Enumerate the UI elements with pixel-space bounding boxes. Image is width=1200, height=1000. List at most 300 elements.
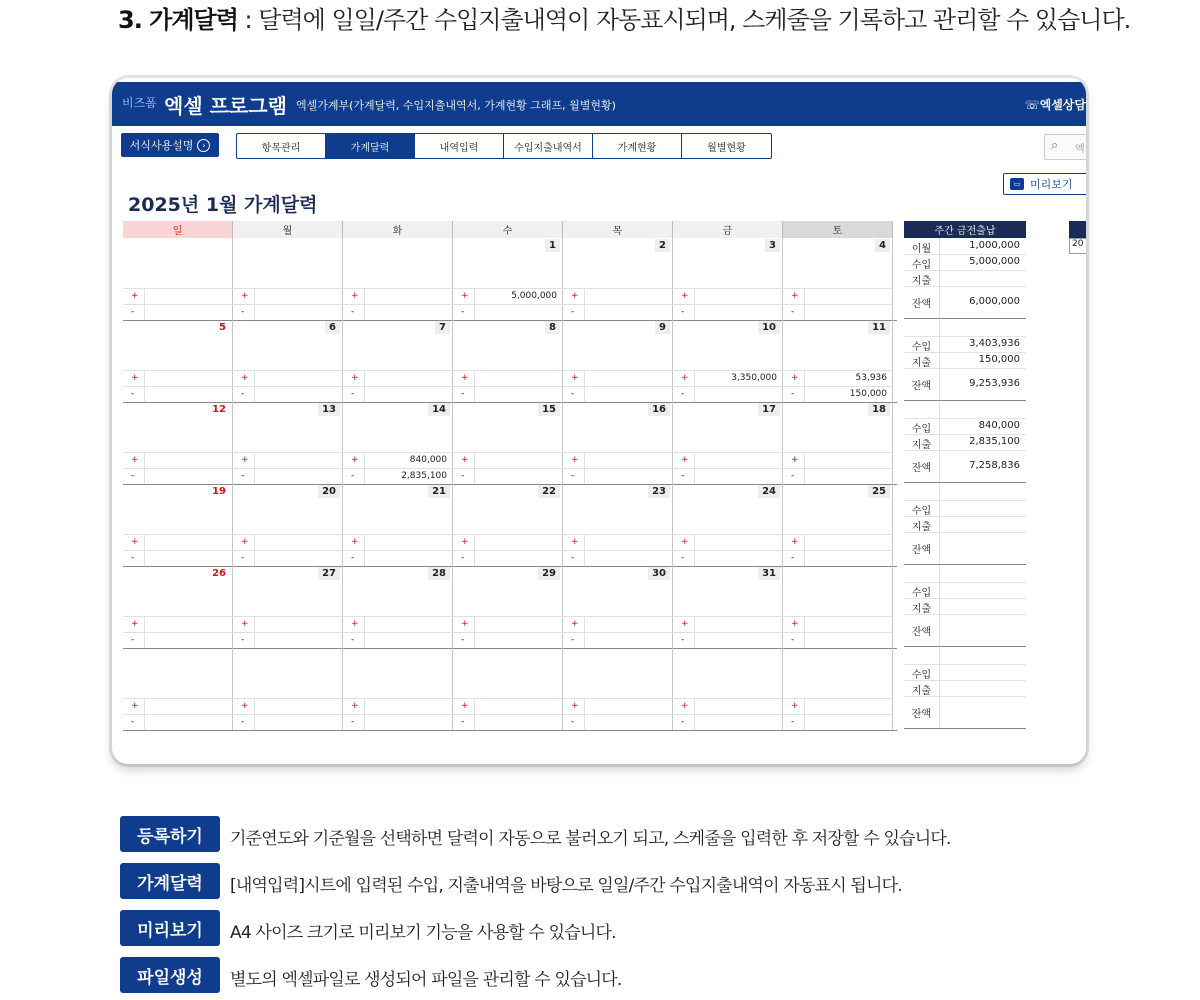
minus-sign: -: [241, 635, 245, 645]
calendar-day-cell[interactable]: [673, 320, 783, 402]
cell-divider: [364, 715, 365, 730]
income-row[interactable]: [343, 370, 453, 386]
calendar-day-cell[interactable]: [453, 402, 563, 484]
expense-row[interactable]: [343, 468, 453, 484]
cell-divider: [939, 680, 940, 696]
day-number: 11: [868, 321, 890, 334]
expense-row[interactable]: [233, 632, 343, 648]
weekday-header: 일: [123, 221, 233, 238]
plus-sign: +: [571, 701, 579, 711]
cell-divider: [694, 617, 695, 632]
expense-row[interactable]: [123, 632, 233, 648]
feature-item: [120, 863, 1120, 899]
calendar-day-cell[interactable]: [233, 320, 343, 402]
minus-sign: -: [461, 553, 465, 563]
feature-badge: 미리보기: [120, 910, 220, 946]
summary-value: 1,000,000: [969, 240, 1020, 251]
calendar-day-cell[interactable]: [343, 484, 453, 566]
side-panel-header: [1069, 221, 1086, 238]
expense-row[interactable]: [343, 714, 453, 730]
summary-carry-row: [904, 484, 1026, 501]
expense-row[interactable]: [123, 550, 233, 566]
cell-divider: [804, 633, 805, 648]
cell-divider: [804, 305, 805, 320]
calendar-day-cell[interactable]: [123, 484, 233, 566]
expense-row[interactable]: [563, 386, 673, 402]
cell-divider: [364, 699, 365, 714]
income-row[interactable]: [343, 534, 453, 550]
calendar-day-cell[interactable]: [233, 566, 343, 648]
income-row[interactable]: [123, 616, 233, 632]
preview-button[interactable]: [1003, 173, 1086, 195]
cell-divider: [804, 551, 805, 566]
summary-label: 지출: [911, 440, 932, 451]
tab-6[interactable]: 월별현황: [707, 142, 746, 154]
plus-sign: +: [241, 455, 249, 465]
weekday-header: 수: [453, 221, 563, 238]
plus-sign: +: [681, 455, 689, 465]
cell-divider: [694, 305, 695, 320]
cell-divider: [474, 699, 475, 714]
cell-divider: [939, 500, 940, 516]
day-number: 24: [758, 485, 780, 498]
minus-sign: -: [791, 307, 795, 317]
cell-divider: [584, 535, 585, 550]
headline-bold: 3. 가계달력: [118, 6, 238, 34]
income-row[interactable]: [233, 616, 343, 632]
cell-divider: [804, 699, 805, 714]
preview-label: 미리보기: [1030, 178, 1073, 191]
income-row[interactable]: [783, 452, 893, 468]
plus-sign: +: [571, 455, 579, 465]
cell-divider: [939, 336, 940, 352]
cell-divider: [254, 453, 255, 468]
cell-divider: [584, 387, 585, 402]
cell-divider: [474, 305, 475, 320]
cell-divider: [474, 453, 475, 468]
income-row[interactable]: [233, 698, 343, 714]
calendar-day-cell[interactable]: [453, 484, 563, 566]
income-row[interactable]: [233, 534, 343, 550]
headline-rest: : 달력에 일일/주간 수입지출내역이 자동표시되며, 스케줄을 기록하고 관리할 수 있습니다.: [237, 6, 1131, 34]
summary-income-row: [904, 336, 1026, 353]
plus-sign: +: [461, 291, 469, 301]
cell-divider: [364, 617, 365, 632]
income-row[interactable]: [563, 452, 673, 468]
summary-balance-row: [904, 368, 1026, 401]
plus-sign: +: [351, 619, 359, 629]
expense-row[interactable]: [783, 550, 893, 566]
cell-divider: [144, 551, 145, 566]
cell-divider: [939, 696, 940, 728]
cell-divider: [474, 715, 475, 730]
feature-description: 별도의 엑셀파일로 생성되어 파일을 관리할 수 있습니다.: [230, 970, 622, 990]
income-row[interactable]: [673, 288, 783, 304]
calendar-day-cell[interactable]: [453, 648, 563, 730]
expense-row[interactable]: [233, 386, 343, 402]
income-row[interactable]: [343, 452, 453, 468]
calendar-day-cell[interactable]: [123, 648, 233, 730]
calendar-day-cell[interactable]: [673, 238, 783, 320]
tab-1[interactable]: 항목관리: [237, 134, 326, 158]
summary-income-row: [904, 500, 1026, 517]
expense-row[interactable]: [453, 304, 563, 320]
cell-divider: [939, 484, 940, 500]
summary-balance-row: [904, 696, 1026, 729]
expense-row[interactable]: [673, 632, 783, 648]
day-number: 22: [538, 485, 560, 498]
summary-label: 수입: [911, 424, 932, 435]
calendar-day-cell[interactable]: [673, 484, 783, 566]
cell-divider: [584, 453, 585, 468]
summary-value: 2,835,100: [969, 436, 1020, 447]
expense-row[interactable]: [783, 714, 893, 730]
feature-badge: 등록하기: [120, 816, 220, 852]
cell-divider: [474, 633, 475, 648]
phone-icon: ☏: [1024, 98, 1040, 112]
consult-link[interactable]: [1025, 96, 1086, 113]
weekday-header: 목: [563, 221, 673, 238]
tab-2[interactable]: 가계달력: [326, 134, 415, 158]
calendar-day-cell[interactable]: [343, 402, 453, 484]
calendar-day-cell[interactable]: [783, 402, 893, 484]
cell-divider: [254, 305, 255, 320]
expense-row[interactable]: [673, 550, 783, 566]
minus-sign: -: [351, 389, 355, 399]
cell-divider: [364, 387, 365, 402]
summary-income-row: [904, 664, 1026, 681]
income-row[interactable]: [123, 288, 233, 304]
income-row[interactable]: [453, 370, 563, 386]
cell-divider: [474, 535, 475, 550]
app-screenshot: [112, 78, 1086, 764]
summary-expense-row: [904, 352, 1026, 369]
income-row[interactable]: [233, 452, 343, 468]
plus-sign: +: [351, 537, 359, 547]
minus-sign: -: [351, 553, 355, 563]
income-row[interactable]: [123, 452, 233, 468]
usage-guide-button[interactable]: [121, 133, 219, 157]
calendar-day-cell[interactable]: [563, 484, 673, 566]
minus-sign: -: [241, 307, 245, 317]
income-row[interactable]: [563, 616, 673, 632]
plus-sign: +: [241, 701, 249, 711]
expense-row[interactable]: [343, 550, 453, 566]
day-number: 9: [655, 321, 670, 334]
calendar-day-cell[interactable]: [453, 566, 563, 648]
minus-sign: -: [131, 471, 135, 481]
income-row[interactable]: [563, 534, 673, 550]
income-row[interactable]: [343, 288, 453, 304]
weekday-header: 화: [343, 221, 453, 238]
cell-divider: [474, 469, 475, 484]
calendar-day-cell[interactable]: [563, 320, 673, 402]
cell-divider: [804, 387, 805, 402]
minus-sign: -: [351, 717, 355, 727]
cell-divider: [254, 617, 255, 632]
income-row[interactable]: [563, 370, 673, 386]
cell-divider: [144, 469, 145, 484]
cell-divider: [694, 535, 695, 550]
plus-sign: +: [571, 373, 579, 383]
calendar-day-cell[interactable]: [233, 648, 343, 730]
expense-row[interactable]: [563, 714, 673, 730]
minus-sign: -: [241, 389, 245, 399]
income-row[interactable]: [783, 616, 893, 632]
plus-sign: +: [461, 701, 469, 711]
plus-sign: +: [571, 619, 579, 629]
income-row[interactable]: [783, 370, 893, 386]
income-row[interactable]: [673, 534, 783, 550]
cell-divider: [584, 305, 585, 320]
cell-divider: [254, 715, 255, 730]
summary-balance-row: [904, 532, 1026, 565]
expense-row[interactable]: [233, 550, 343, 566]
weekly-summary-header: 주간 금전출납: [904, 221, 1026, 238]
side-panel-field[interactable]: 20: [1069, 238, 1086, 254]
calendar-day-cell[interactable]: [673, 648, 783, 730]
minus-sign: -: [351, 471, 355, 481]
income-row[interactable]: [453, 288, 563, 304]
expense-row[interactable]: [453, 632, 563, 648]
minus-sign: -: [571, 389, 575, 399]
calendar-day-cell[interactable]: [453, 320, 563, 402]
expense-row[interactable]: [783, 304, 893, 320]
income-row[interactable]: [783, 698, 893, 714]
calendar-day-cell[interactable]: [563, 648, 673, 730]
summary-label: 수입: [911, 342, 932, 353]
expense-row[interactable]: [783, 468, 893, 484]
summary-label: 수입: [911, 506, 932, 517]
summary-value: 5,000,000: [969, 256, 1020, 267]
calendar-day-cell[interactable]: [233, 238, 343, 320]
summary-label: 수입: [911, 670, 932, 681]
income-value: 3,350,000: [731, 373, 777, 383]
cell-divider: [939, 434, 940, 450]
expense-row[interactable]: [343, 632, 453, 648]
cell-divider: [694, 289, 695, 304]
cell-divider: [804, 715, 805, 730]
minus-sign: -: [351, 307, 355, 317]
expense-row[interactable]: [673, 304, 783, 320]
cell-divider: [804, 535, 805, 550]
search-text: 엑: [1075, 144, 1085, 155]
calendar-day-cell[interactable]: [343, 648, 453, 730]
summary-carry-row: [904, 238, 1026, 255]
calendar-day-cell[interactable]: [343, 320, 453, 402]
expense-row[interactable]: [563, 468, 673, 484]
income-row[interactable]: [453, 534, 563, 550]
plus-sign: +: [351, 455, 359, 465]
day-number: 10: [758, 321, 780, 334]
expense-row[interactable]: [453, 714, 563, 730]
cell-divider: [939, 516, 940, 532]
search-box[interactable]: [1044, 134, 1086, 160]
income-row[interactable]: [673, 370, 783, 386]
income-row[interactable]: [453, 452, 563, 468]
cell-divider: [144, 535, 145, 550]
cell-divider: [474, 551, 475, 566]
calendar-day-cell[interactable]: [123, 320, 233, 402]
plus-sign: +: [791, 373, 799, 383]
calendar-day-cell[interactable]: [233, 402, 343, 484]
summary-expense-row: [904, 680, 1026, 697]
weekday-header: 토: [783, 221, 893, 238]
plus-sign: +: [791, 619, 799, 629]
income-row[interactable]: [343, 616, 453, 632]
expense-row[interactable]: [233, 714, 343, 730]
plus-sign: +: [791, 537, 799, 547]
calendar-day-cell[interactable]: [563, 402, 673, 484]
cell-divider: [254, 699, 255, 714]
summary-label: 수입: [911, 260, 932, 271]
income-row[interactable]: [123, 698, 233, 714]
cell-divider: [584, 715, 585, 730]
minus-sign: -: [681, 471, 685, 481]
calendar-day-cell[interactable]: [783, 320, 893, 402]
expense-row[interactable]: [673, 386, 783, 402]
income-row[interactable]: [233, 370, 343, 386]
expense-row[interactable]: [673, 714, 783, 730]
income-row[interactable]: [783, 288, 893, 304]
tab-5[interactable]: 가계현황: [593, 134, 682, 158]
summary-value: 7,258,836: [969, 460, 1020, 471]
income-row[interactable]: [563, 698, 673, 714]
calendar-day-cell[interactable]: [233, 484, 343, 566]
cell-divider: [144, 633, 145, 648]
expense-row[interactable]: [563, 304, 673, 320]
expense-row[interactable]: [123, 714, 233, 730]
expense-row[interactable]: [563, 632, 673, 648]
expense-row[interactable]: [453, 468, 563, 484]
income-row[interactable]: [123, 370, 233, 386]
income-row[interactable]: [673, 698, 783, 714]
calendar-day-cell[interactable]: [453, 238, 563, 320]
summary-value: 3,403,936: [969, 338, 1020, 349]
calendar-day-cell[interactable]: [123, 238, 233, 320]
income-row[interactable]: [673, 616, 783, 632]
summary-label: 잔액: [911, 381, 932, 392]
calendar-day-cell[interactable]: [673, 402, 783, 484]
cell-divider: [694, 715, 695, 730]
minus-sign: -: [681, 553, 685, 563]
summary-label: 잔액: [911, 709, 932, 720]
calendar-day-cell[interactable]: [783, 238, 893, 320]
summary-expense-row: [904, 516, 1026, 533]
calendar-day-cell[interactable]: [563, 238, 673, 320]
feature-description: A4 사이즈 크기로 미리보기 기능을 사용할 수 있습니다.: [230, 923, 616, 943]
expense-row[interactable]: [343, 386, 453, 402]
expense-row[interactable]: [123, 386, 233, 402]
monitor-icon: ▭: [1010, 178, 1024, 190]
tab-3[interactable]: 내역입력: [415, 134, 504, 158]
day-number: 2: [655, 239, 670, 252]
income-row[interactable]: [343, 698, 453, 714]
calendar-day-cell[interactable]: [563, 566, 673, 648]
expense-row[interactable]: [563, 550, 673, 566]
summary-carry-row: [904, 648, 1026, 665]
headline: [118, 0, 1130, 35]
minus-sign: -: [571, 717, 575, 727]
expense-row[interactable]: [343, 304, 453, 320]
cell-divider: [939, 532, 940, 564]
consult-label: 엑셀상담: [1039, 98, 1086, 112]
expense-row[interactable]: [233, 468, 343, 484]
expense-row[interactable]: [673, 468, 783, 484]
minus-sign: -: [461, 389, 465, 399]
calendar-day-cell[interactable]: [123, 566, 233, 648]
calendar-day-cell[interactable]: [783, 566, 893, 648]
expense-row[interactable]: [783, 632, 893, 648]
cell-divider: [474, 371, 475, 386]
cell-divider: [939, 598, 940, 614]
income-row[interactable]: [453, 698, 563, 714]
minus-sign: -: [461, 717, 465, 727]
cell-divider: [694, 371, 695, 386]
cell-divider: [694, 469, 695, 484]
expense-row[interactable]: [123, 304, 233, 320]
cell-divider: [694, 633, 695, 648]
income-value: 53,936: [855, 373, 887, 383]
calendar-day-cell[interactable]: [123, 402, 233, 484]
minus-sign: -: [571, 471, 575, 481]
cell-divider: [474, 617, 475, 632]
calendar-day-cell[interactable]: [783, 648, 893, 730]
expense-value: 150,000: [849, 389, 887, 399]
expense-row[interactable]: [453, 386, 563, 402]
expense-row[interactable]: [123, 468, 233, 484]
income-row[interactable]: [783, 534, 893, 550]
income-row[interactable]: [233, 288, 343, 304]
summary-balance-row: [904, 450, 1026, 483]
calendar-day-cell[interactable]: [783, 484, 893, 566]
cell-divider: [939, 582, 940, 598]
cell-divider: [584, 289, 585, 304]
cell-divider: [939, 254, 940, 270]
income-row[interactable]: [123, 534, 233, 550]
minus-sign: -: [131, 717, 135, 727]
calendar-day-cell[interactable]: [343, 238, 453, 320]
day-number: 17: [758, 403, 780, 416]
summary-expense-row: [904, 434, 1026, 451]
expense-row[interactable]: [233, 304, 343, 320]
expense-row[interactable]: [453, 550, 563, 566]
minus-sign: -: [131, 635, 135, 645]
plus-sign: +: [241, 619, 249, 629]
income-row[interactable]: [673, 452, 783, 468]
plus-sign: +: [571, 291, 579, 301]
usage-guide-label: 서식사용설명: [129, 139, 194, 152]
cell-divider: [694, 551, 695, 566]
day-number: 6: [325, 321, 340, 334]
day-number: 7: [435, 321, 450, 334]
cell-divider: [364, 453, 365, 468]
expense-row[interactable]: [783, 386, 893, 402]
calendar-day-cell[interactable]: [343, 566, 453, 648]
plus-sign: +: [681, 537, 689, 547]
income-row[interactable]: [453, 616, 563, 632]
plus-sign: +: [131, 291, 139, 301]
summary-label: 이월: [911, 244, 932, 255]
plus-sign: +: [461, 619, 469, 629]
cell-divider: [364, 371, 365, 386]
day-number: 1: [545, 239, 560, 252]
tab-4[interactable]: 수입지출내역서: [504, 134, 593, 158]
day-number: 27: [318, 567, 340, 580]
calendar-day-cell[interactable]: [673, 566, 783, 648]
income-row[interactable]: [563, 288, 673, 304]
plus-sign: +: [131, 619, 139, 629]
